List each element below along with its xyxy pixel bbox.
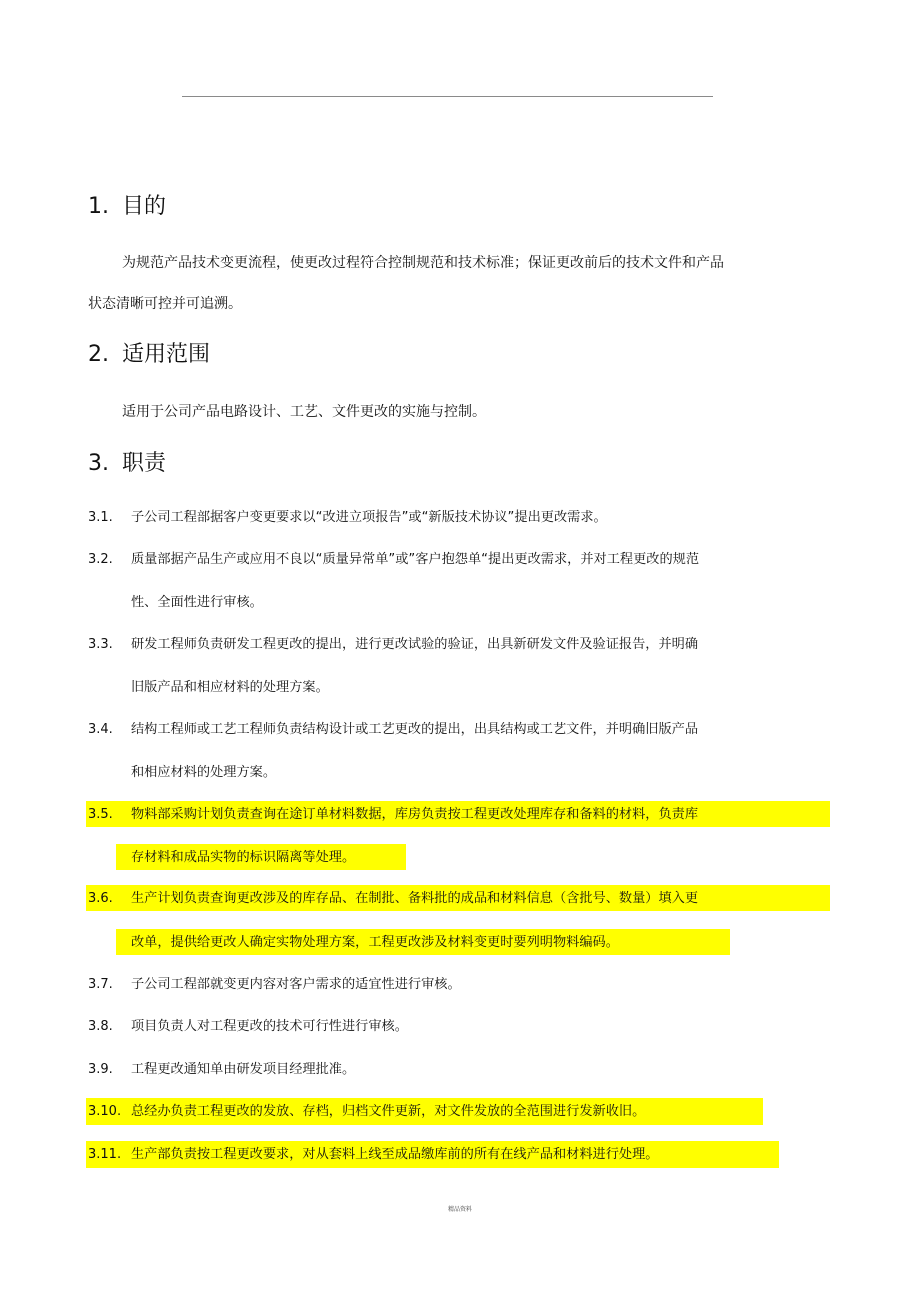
list-item-number: 3.3. (88, 637, 113, 652)
paragraph-line: 适用于公司产品电路设计、工艺、文件更改的实施与控制。 (122, 404, 486, 420)
list-item-text-continued: 存材料和成品实物的标识隔离等处理。 (131, 850, 356, 865)
section-number: 2. (88, 342, 109, 367)
list-item-number: 3.7. (88, 977, 113, 992)
list-item-number: 3.11. (88, 1147, 122, 1162)
list-item-number: 3.10. (88, 1104, 122, 1119)
section-title: 目的 (122, 194, 167, 219)
list-item-text: 工程更改通知单由研发项目经理批准。 (131, 1062, 356, 1077)
page-footer: 精品资料 (447, 1206, 472, 1213)
list-item-number: 3.6. (88, 891, 113, 906)
section-title: 适用范围 (122, 342, 211, 367)
header-rule (182, 96, 713, 97)
list-item-text: 子公司工程部就变更内容对客户需求的适宜性进行审核。 (131, 977, 461, 992)
paragraph-line: 为规范产品技术变更流程，使更改过程符合控制规范和技术标准；保证更改前后的技术文件和产品 (122, 255, 724, 271)
list-item-number: 3.1. (88, 510, 113, 525)
list-item-number: 3.4. (88, 722, 113, 737)
list-item-text-continued: 性、全面性进行审核。 (131, 595, 263, 610)
section-title: 职责 (122, 451, 167, 476)
list-item-number: 3.2. (88, 552, 113, 567)
list-item-text: 质量部据产品生产或应用不良以“质量异常单”或”客户抱怨单“提出更改需求，并对工程更改的规范 (131, 552, 700, 567)
list-item-text: 总经办负责工程更改的发放、存档，归档文件更新，对文件发放的全范围进行发新收旧。 (131, 1104, 646, 1119)
list-item-number: 3.9. (88, 1062, 113, 1077)
list-item-text-continued: 旧版产品和相应材料的处理方案。 (131, 680, 329, 695)
list-item-text: 结构工程师或工艺工程师负责结构设计或工艺更改的提出，出具结构或工艺文件，并明确旧版产品 (131, 722, 699, 737)
list-item-number: 3.5. (88, 807, 113, 822)
section-heading-scope (88, 342, 210, 368)
section-heading-responsibilities (88, 451, 166, 477)
list-item-text: 子公司工程部据客户变更要求以“改进立项报告”或“新版技术协议”提出更改需求。 (131, 510, 607, 525)
list-item-number: 3.8. (88, 1019, 113, 1034)
list-item-text: 生产部负责按工程更改要求，对从套料上线至成品缴库前的所有在线产品和材料进行处理。 (131, 1147, 659, 1162)
section-heading-purpose (88, 194, 166, 220)
section-number: 3. (88, 451, 109, 476)
section-number: 1. (88, 194, 109, 219)
list-item-text: 研发工程师负责研发工程更改的提出，进行更改试验的验证，出具新研发文件及验证报告，并明确 (131, 637, 699, 652)
list-item-text-continued: 改单，提供给更改人确定实物处理方案，工程更改涉及材料变更时要列明物料编码。 (131, 935, 619, 950)
list-item-text: 物料部采购计划负责查询在途订单材料数据，库房负责按工程更改处理库存和备料的材料，负责库 (131, 807, 699, 822)
paragraph-line: 状态清晰可控并可追溯。 (88, 296, 242, 312)
list-item-text: 生产计划负责查询更改涉及的库存品、在制批、备料批的成品和材料信息（含批号、数量）填入更 (131, 891, 699, 906)
list-item-text-continued: 和相应材料的处理方案。 (131, 765, 277, 780)
list-item-text: 项目负责人对工程更改的技术可行性进行审核。 (131, 1019, 408, 1034)
